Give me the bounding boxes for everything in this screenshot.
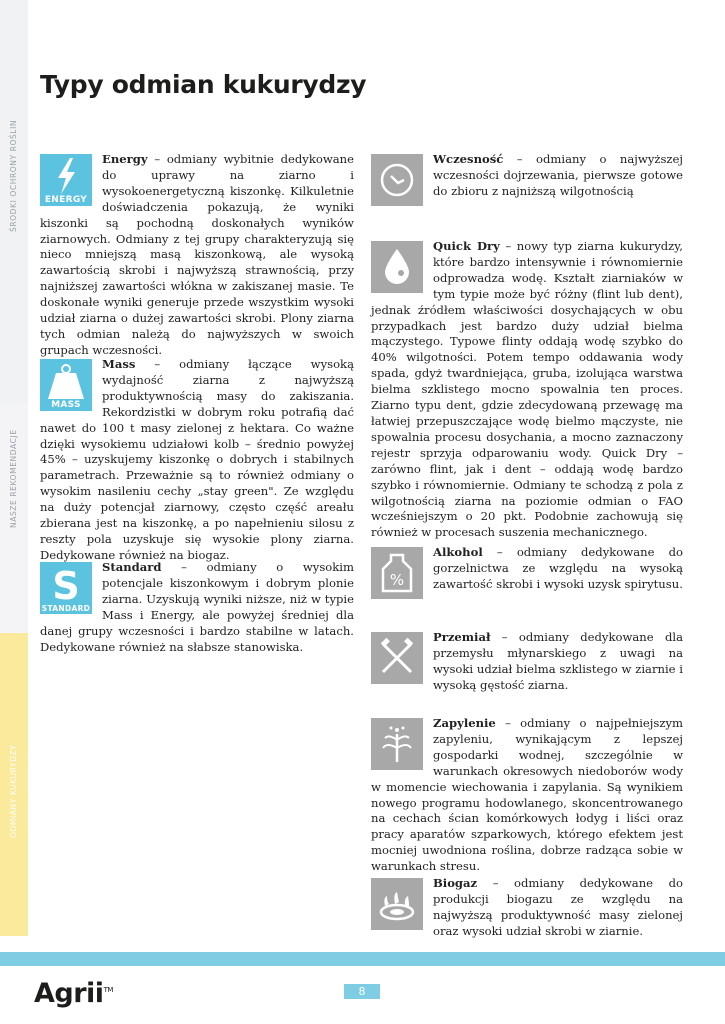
footer-band (0, 952, 725, 966)
side-rail (0, 0, 28, 936)
percent-bottle-icon (371, 547, 423, 599)
entry-text: – nowy typ ziarna kukurydzy, które bardzo intensywnie i równomiernie odprowadza wodę. Kształt ziarniaków w tym typie może być różny (flint lub dent), jednak źródłem właściwości dosychających w obu przypadkach jest bardzo duży udział bielma mączystego. Typowe flinty oddają wodę szybko do 40% wilgotności. Potem tempo oddawania wody spada, gdyż twardniejąca, gruba, izolująca warstwa bielma szklistego mocno spowalnia ten proces. Ziarno typu dent, gdzie zdecydowaną przewagę ma łatwiej przepuszczające wodę bielmo mączyste, nie spowalnia procesu dosychania, a mocno zaznaczony rejestr sprzyja odparowaniu wody. Quick Dry – zarówno flint, jak i dent – oddają wodę bardzo szybko i równomiernie. Odmiany te schodzą z pola z wilgotnością ziarna na poziomie odmian o FAO wcześniejszym o 20 pkt. Podobnie zachowują się również w procesach suszenia mechanicznego. (371, 239, 683, 540)
entry-przemial (371, 630, 683, 694)
svg-text:S: S (52, 564, 80, 608)
percent-bottle-icon-tile (371, 547, 423, 599)
clock-icon (371, 154, 423, 206)
entry-term: Mass (102, 357, 136, 371)
water-drop-icon (371, 241, 423, 293)
crossed-tools-icon-tile (371, 632, 423, 684)
entry-text: – odmiany wybitnie dedykowane do uprawy na ziarno i wysokoenergetyczną kiszonkę. Kilkuletnie doświadczenia pokazują, że wyniki kiszonki są pochodną doskonałych wyników ziarnowych. Odmiany z tej grupy charakteryzują się nieco mniejszą masą kiszonkową, ale wysoką zawartością skrobi i najwyższą strawnością, przy najniższej zawartości włókna w zakiszanej masie. Te doskonałe wyniki generuje przede wszystkim wysoki udział ziarna o dużej zawartości skrobi. Plony ziarna tych odmian należą do najwyższych w swoich grupach wczesności. (40, 152, 354, 357)
crossed-tools-icon (371, 632, 423, 684)
clock-icon-tile (371, 154, 423, 206)
mass-icon-tile (40, 359, 92, 411)
rail-label-plant-protection: ŚRODKI OCHRONY ROŚLIN (9, 119, 18, 232)
rail-label-maize-varieties: ODMIANY KUKURYDZY (9, 744, 18, 838)
entry-mass (40, 357, 354, 564)
entry-text: – odmiany łączące wysoką wydajność ziarna z najwyższą produktywnością masy do zakiszania. Rekordzistki w dobrym roku potrafią dać nawet do 100 t masy zielonej z hektara. Co ważne dzięki wysokiemu udziałowi kolb – średnio powyżej 45% – uzyskujemy kiszonkę o dobrych i stabilnych parametrach. Przeważnie są to również odmiany o wysokim nasileniu cechy „stay green". Ze względu na duży potencjał ziarnowy, często część areału zbierana jest na kiszonkę, a po napełnieniu silosu z reszty pola uzyskuje się wysokie plony ziarna. Dedykowane również na biogaz. (40, 357, 354, 562)
entry-term: Wczesność (433, 152, 504, 166)
entry-term: Quick Dry (433, 239, 500, 253)
page-number: 8 (344, 984, 380, 999)
trademark: TM (103, 986, 113, 994)
entry-text: – odmiany dedykowane do gorzelnictwa ze względu na wysoką zawartość skrobi i wysoki uzysk spirytusu. (433, 545, 683, 591)
gas-flame-icon-tile (371, 878, 423, 930)
entry-text: – odmiany o najpełniejszym zapyleniu, wynikającym z lepszej gospodarki wodnej, szczególnie w warunkach okresowych niedoborów wody w momencie wiechowania i zapylania. Są wynikiem nowego programu hodowlanego, skoncentrowanego na cechach ścian komórkowych łodyg i liści oraz pracy aparatów szparkowych, którego efektem jest mocniej uwodniona roślina, dobrze radząca sobie w warunkach stresu. (371, 716, 683, 874)
pollination-plant-icon-tile (371, 718, 423, 770)
svg-text:%: % (389, 571, 405, 589)
entry-text: – odmiany o wysokim potencjale kiszonkowym i dobrym plonie ziarna. Uzyskują wyniki niższe, niż w typie Mass i Energy, ale powyżej średniej dla danej grupy wczesności i bardzo stabilne w latach. Dedykowane również na słabsze stanowiska. (40, 560, 354, 654)
entry-term: Standard (102, 560, 162, 574)
entry-alkohol (371, 545, 683, 601)
entry-term: Energy (102, 152, 148, 166)
pollination-plant-icon (371, 718, 423, 770)
agrii-logo (34, 978, 113, 1009)
entry-wczesnosc (371, 152, 683, 208)
entry-text: – odmiany dedykowane do produkcji biogazu ze względu na najwyższą produktywność masy zielonej oraz wysoki udział skrobi w ziarnie. (433, 876, 683, 938)
entry-quick-dry (371, 239, 683, 541)
standard-icon-label: STANDARD (41, 604, 91, 613)
mass-icon-label: MASS (51, 400, 81, 410)
entry-energy (40, 152, 354, 359)
rail-label-recommendations: NASZE REKOMENDACJE (9, 429, 18, 528)
entry-term: Alkohol (433, 545, 483, 559)
standard-icon-tile (40, 562, 92, 614)
logo-text: Agrii (34, 978, 104, 1009)
gas-flame-icon (371, 878, 423, 930)
entry-standard (40, 560, 354, 655)
energy-icon-label: ENERGY (44, 195, 88, 205)
entry-biogaz (371, 876, 683, 940)
entry-term: Zapylenie (433, 716, 496, 730)
entry-text: – odmiany o najwyższej wczesności dojrzewania, pierwsze gotowe do zbioru z najniższą wilgotnością (433, 152, 683, 198)
entry-zapylenie (371, 716, 683, 875)
entry-term: Biogaz (433, 876, 478, 890)
page-title: Typy odmian kukurydzy (40, 70, 367, 99)
entry-text: – odmiany dedykowane dla przemysłu młynarskiego z uwagi na wysoki udział bielma szklistego w ziarnie i wysoką gęstość ziarna. (433, 630, 683, 692)
energy-icon-tile (40, 154, 92, 206)
entry-term: Przemiał (433, 630, 491, 644)
water-drop-icon-tile (371, 241, 423, 293)
